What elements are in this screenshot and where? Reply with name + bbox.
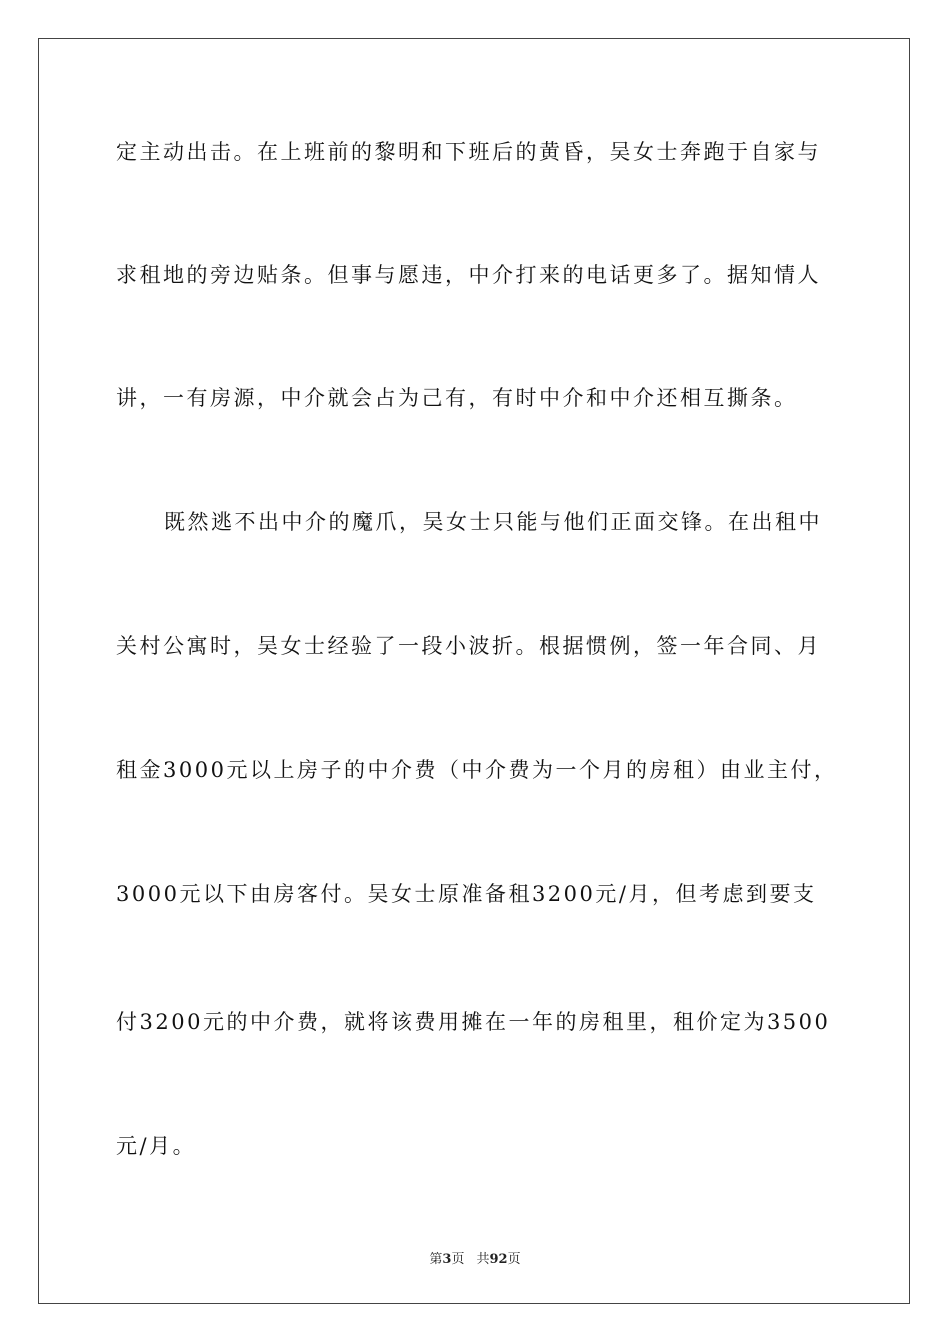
paragraph-line-1: 定主动出击。在上班前的黎明和下班后的黄昏，吴女士奔跑于自家与 [116,140,821,164]
footer-total-prefix: 共 [476,1252,490,1267]
paragraph-line-2: 求租地的旁边贴条。但事与愿违，中介打来的电话更多了。据知情人 [116,263,821,287]
paragraph-line-7: 3000元以下由房客付。吴女士原准备租3200元/月，但考虑到要支 [116,882,817,906]
paragraph-line-3: 讲，一有房源，中介就会占为己有，有时中介和中介还相互撕条。 [116,386,798,410]
paragraph-line-6: 租金3000元以上房子的中介费（中介费为一个月的房租）由业主付， [116,758,838,782]
footer-page-prefix: 第 [429,1252,443,1267]
footer-page-suffix: 页 [451,1252,465,1267]
paragraph-line-4: 既然逃不出中介的魔爪，吴女士只能与他们正面交锋。在出租中 [164,510,822,534]
footer-total-suffix: 页 [507,1252,521,1267]
paragraph-line-9: 元/月。 [116,1134,197,1158]
footer-page-number: 3 [442,1252,452,1267]
page-footer [0,1248,950,1267]
page-border [38,38,910,1304]
footer-total-pages: 92 [489,1252,508,1267]
paragraph-line-8: 付3200元的中介费，就将该费用摊在一年的房租里，租价定为3500 [116,1010,831,1034]
paragraph-line-5: 关村公寓时，吴女士经验了一段小波折。根据惯例，签一年合同、月 [116,634,821,658]
